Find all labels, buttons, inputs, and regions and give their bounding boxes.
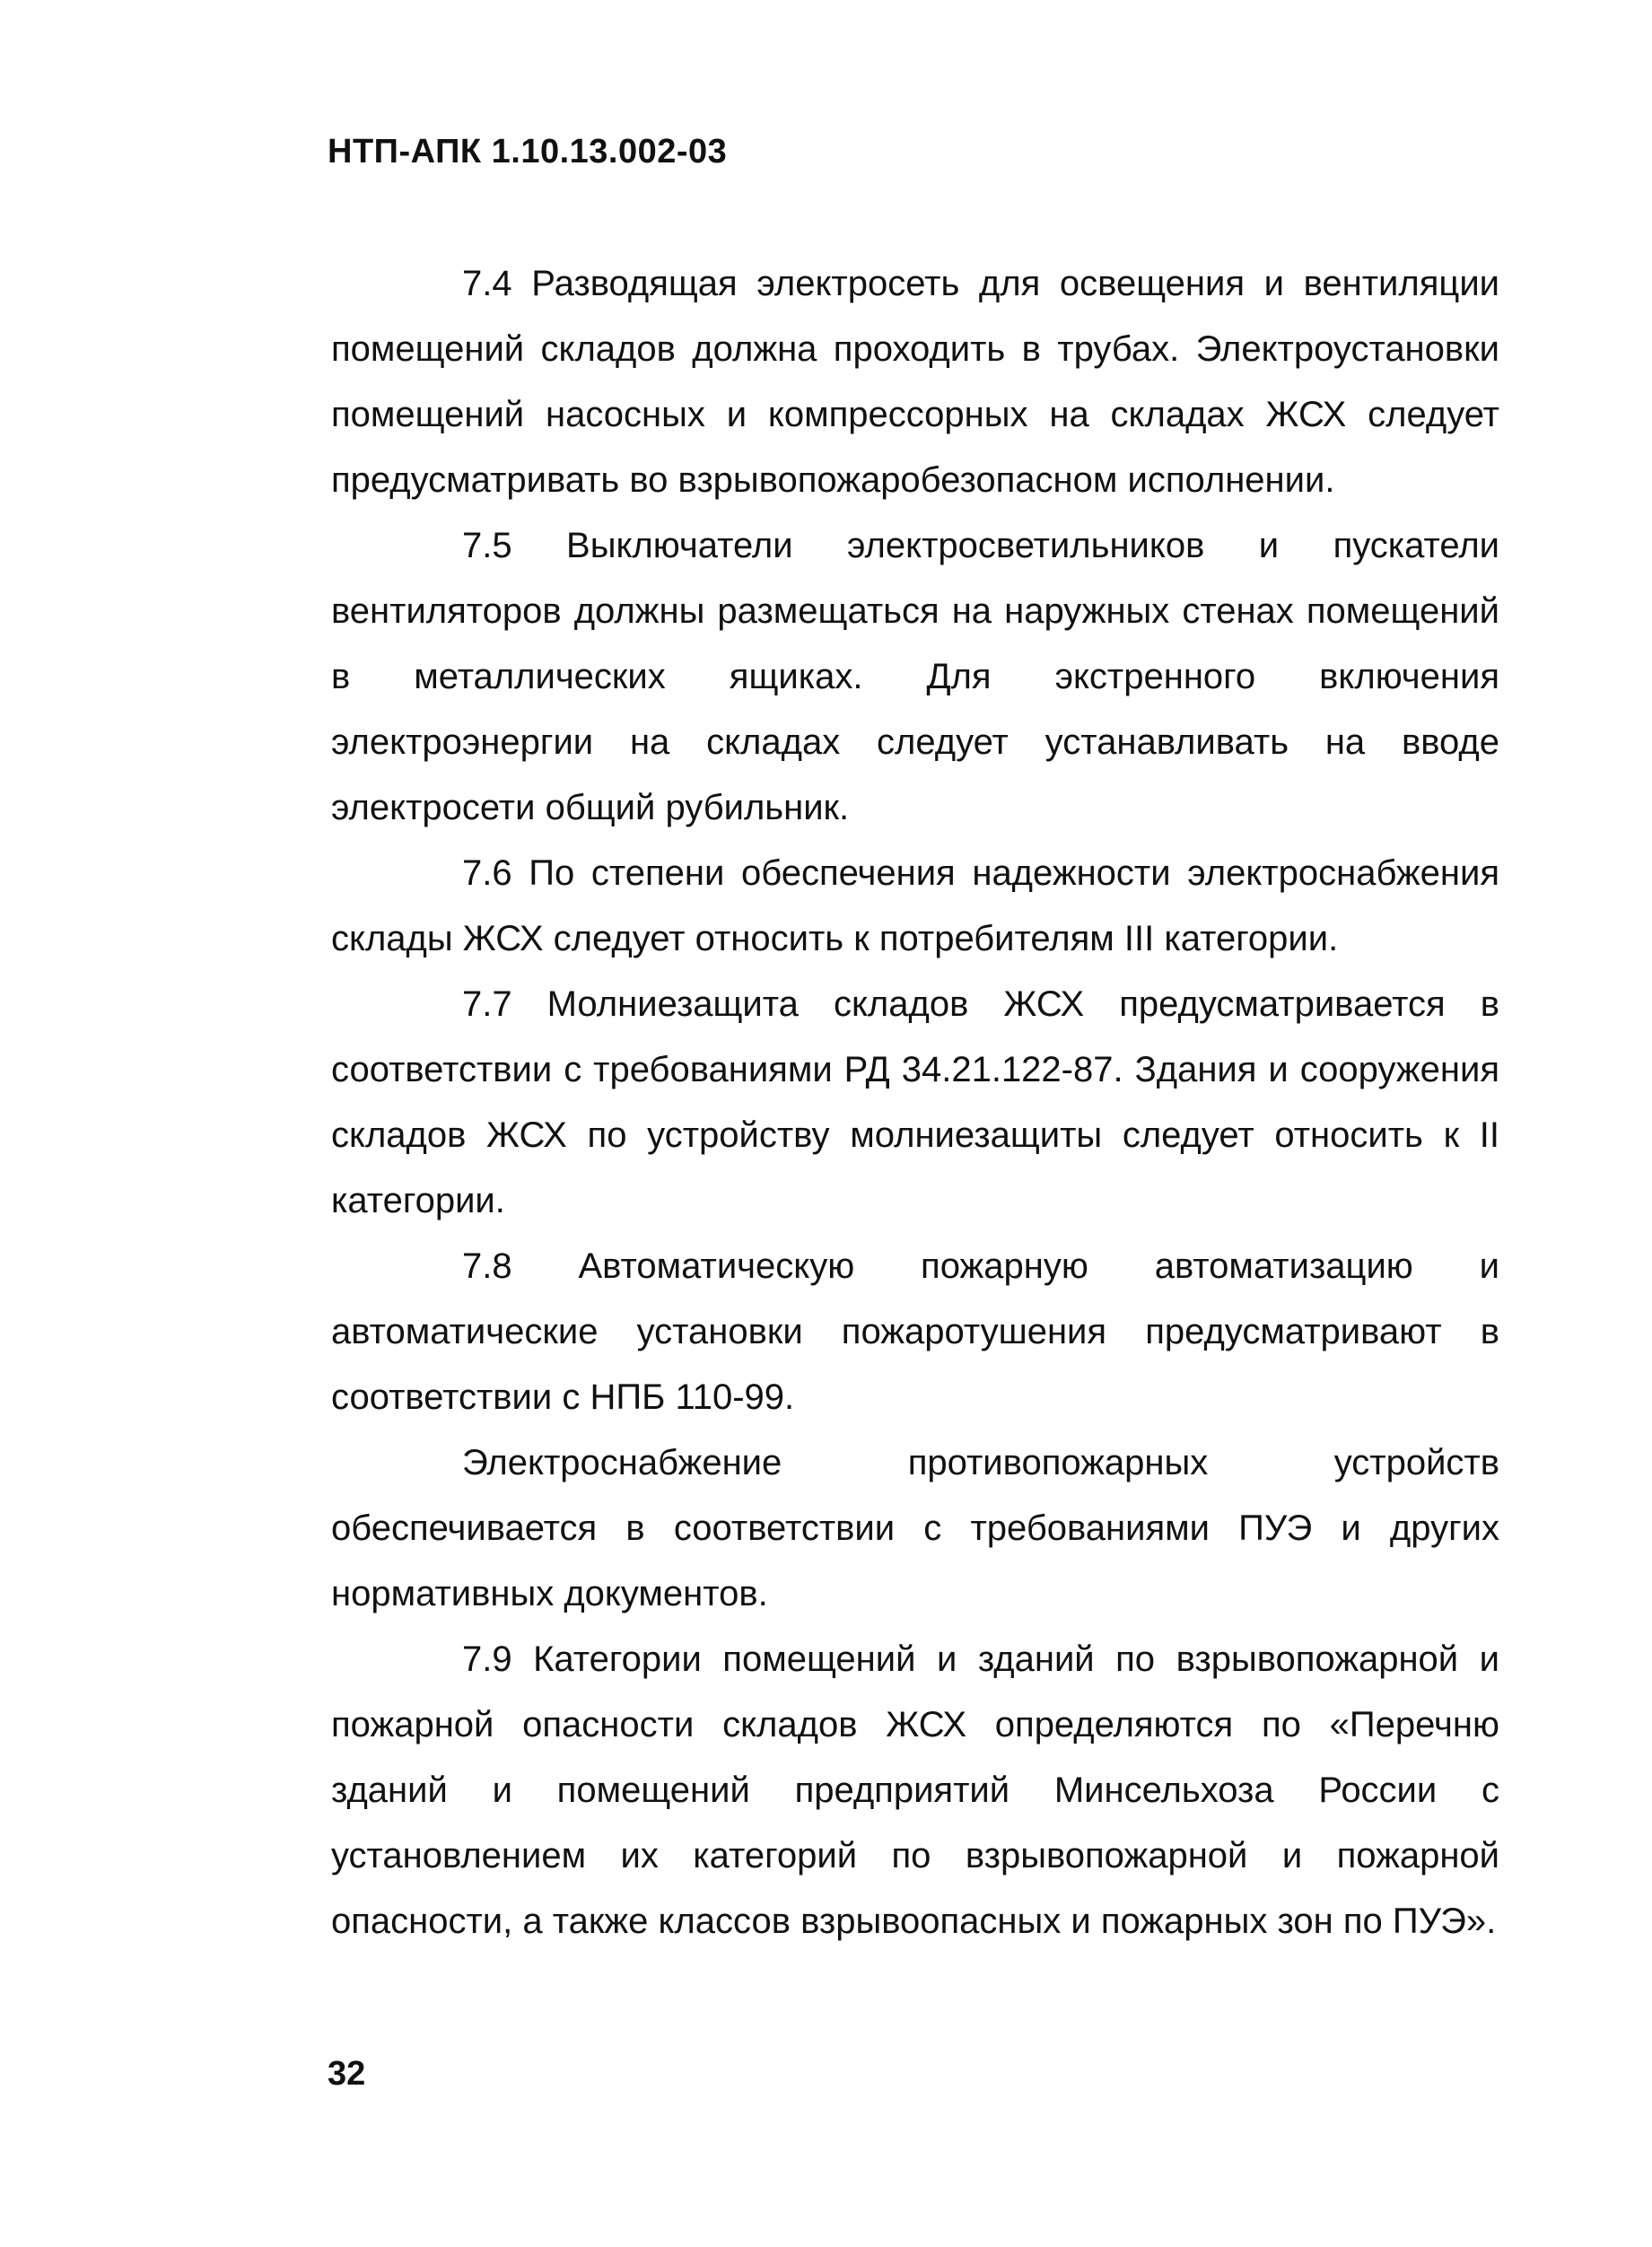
page-number: 32 xyxy=(328,2055,366,2093)
paragraph-power-supply: Электроснабжение противопожарных устройств обеспечивается в соответствии с требованиями ПУЭ и других нормативных документов. xyxy=(331,1443,1499,1613)
paragraph-7-6: 7.6 По степени обеспечения надежности электроснабжения склады ЖСХ следует относить к потребителям III категории. xyxy=(331,853,1499,958)
paragraph-7-9: 7.9 Категории помещений и зданий по взрывопожарной и пожарной опасности складов ЖСХ определяются по «Перечню зданий и помещений предприятий Минсельхоза России с установлением их категорий по взрывопожарной и пожарной опасности, а также классов взрывоопасных и пожарных зон по ПУЭ». xyxy=(331,1639,1499,1941)
paragraph-7-4: 7.4 Разводящая электросеть для освещения и вентиляции помещений складов должна проходить в трубах. Электроустановки помещений насосных и компрессорных на складах ЖСХ следует предусматривать во взрывопожаробезопасном исполнении. xyxy=(331,264,1499,500)
paragraph-7-8: 7.8 Автоматическую пожарную автоматизацию и автоматические установки пожаротушения предусматривают в соответствии с НПБ 110-99. xyxy=(331,1246,1499,1417)
document-code-header: НТП-АПК 1.10.13.002-03 xyxy=(328,133,728,170)
document-body xyxy=(331,251,1499,1954)
paragraph-7-5: 7.5 Выключатели электросветильников и пускатели вентиляторов должны размещаться на наружных стенах помещений в металлических ящиках. Для экстренного включения электроэнергии на складах следует устанавливать на вводе электросети общий рубильник. xyxy=(331,526,1499,827)
paragraph-7-7: 7.7 Молниезащита складов ЖСХ предусматривается в соответствии с требованиями РД 34.21.122-87. Здания и сооружения складов ЖСХ по устройству молниезащиты следует относить к II категории. xyxy=(331,984,1499,1220)
